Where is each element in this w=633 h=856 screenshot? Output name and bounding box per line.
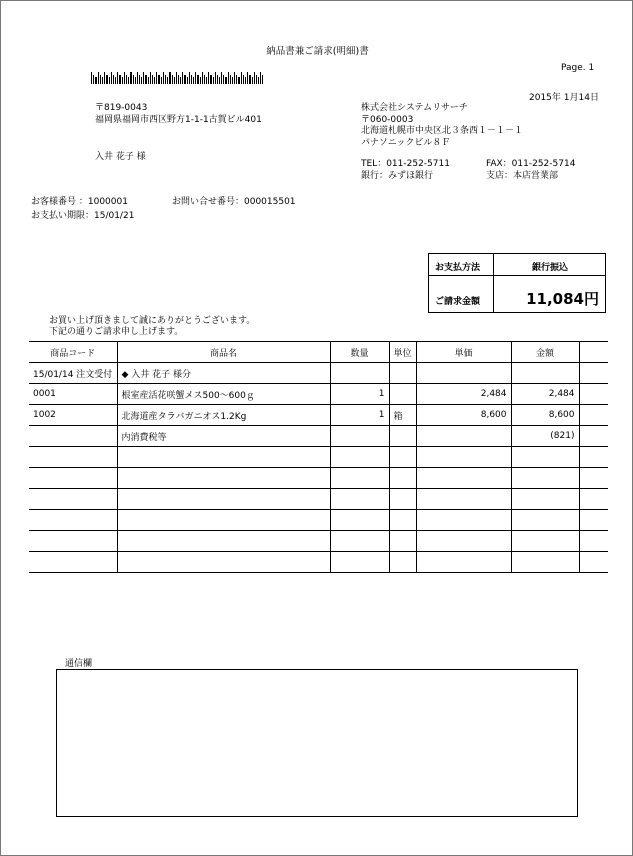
memo-label: 通信欄: [65, 659, 93, 669]
barcode-bar: [228, 72, 229, 84]
table-cell: 8,600: [416, 405, 511, 426]
table-cell: [579, 405, 608, 426]
barcode-bar: [187, 77, 188, 84]
barcode-bar: [247, 72, 248, 84]
table-cell: [29, 552, 117, 573]
barcode-bar: [117, 72, 118, 84]
barcode-bar: [158, 75, 160, 84]
table-cell: [416, 363, 511, 384]
barcode-bar: [213, 77, 214, 84]
barcode-bar: [154, 77, 155, 84]
table-cell: (821): [511, 426, 579, 447]
barcode-bar: [260, 72, 261, 84]
header-product: 商品名: [117, 342, 330, 363]
table-row: [29, 426, 608, 447]
barcode-bar: [133, 75, 134, 84]
sender-postal: 〒060-0003: [361, 115, 414, 125]
table-cell: [330, 510, 389, 531]
greeting-line-1: お買い上げ頂きまして誠にありがとうございます。: [49, 316, 256, 326]
barcode-bar: [219, 77, 220, 84]
barcode-bar: [176, 72, 177, 84]
table-cell: 8,600: [511, 405, 579, 426]
table-cell: [511, 552, 579, 573]
table-cell: 0001: [29, 384, 117, 405]
table-cell: [579, 363, 608, 384]
sender-address-2: パナソニックビル８Ｆ: [361, 138, 451, 148]
payment-due: お支払い期限：15/01/21: [31, 211, 135, 221]
barcode-bar: [258, 77, 259, 84]
barcode-bar: [126, 75, 127, 84]
barcode-bar: [145, 75, 147, 84]
barcode-bar: [206, 77, 207, 84]
barcode-bar: [189, 72, 190, 84]
barcode-bar: [232, 77, 233, 84]
table-cell: [389, 426, 416, 447]
table-cell: 1: [330, 405, 389, 426]
table-cell: [416, 510, 511, 531]
barcode-bar: [182, 72, 183, 84]
barcode-bar: [197, 75, 199, 84]
table-cell: [389, 531, 416, 552]
page-number: Page. 1: [561, 63, 595, 73]
table-cell: [389, 468, 416, 489]
recipient-address: 福岡県福岡市西区野方1-1-1古賀ビル401: [95, 115, 262, 125]
table-cell: [29, 426, 117, 447]
barcode-bar: [195, 72, 196, 84]
recipient-postal: 〒819-0043: [95, 103, 148, 113]
table-row: [29, 531, 608, 552]
barcode-bar: [191, 75, 192, 84]
barcode-bar: [225, 77, 227, 84]
barcode-bar: [113, 75, 114, 84]
table-row: [29, 447, 608, 468]
table-cell: [579, 426, 608, 447]
payment-summary-box: [428, 253, 606, 313]
barcode-bar: [139, 75, 140, 84]
barcode-bar: [172, 75, 173, 84]
table-cell: [117, 510, 330, 531]
barcode-bar: [124, 72, 125, 84]
table-cell: [579, 447, 608, 468]
barcode-bar: [143, 72, 144, 84]
table-row: [29, 552, 608, 573]
memo-box: [56, 669, 578, 817]
table-cell: [511, 363, 579, 384]
barcode-bar: [98, 72, 99, 84]
barcode-bar: [95, 77, 97, 84]
table-cell: [579, 552, 608, 573]
table-cell: [416, 468, 511, 489]
table-cell: [579, 510, 608, 531]
issue-date: 2015年 1月14日: [529, 93, 599, 103]
barcode-bar: [238, 77, 240, 84]
table-cell: [579, 384, 608, 405]
table-row: [29, 468, 608, 489]
header-amount: 金額: [511, 342, 579, 363]
table-cell: [511, 468, 579, 489]
barcode-bar: [202, 72, 203, 84]
barcode-bar: [184, 75, 186, 84]
barcode-bar: [161, 77, 162, 84]
barcode-bar: [130, 72, 132, 84]
barcode-bar: [180, 77, 181, 84]
table-cell: [117, 552, 330, 573]
barcode-image: [91, 72, 321, 84]
payment-method-value: 銀行振込: [531, 263, 568, 273]
sender-address-1: 北海道札幌市中央区北３条西１－１－１: [361, 126, 524, 136]
barcode-bar: [122, 77, 123, 84]
table-cell: [330, 489, 389, 510]
barcode-bar: [245, 77, 246, 84]
barcode-bar: [208, 72, 209, 84]
header-unit: 単位: [389, 342, 416, 363]
table-cell: [29, 468, 117, 489]
header-code: 商品コード: [29, 342, 117, 363]
barcode-bar: [210, 75, 212, 84]
table-cell: [389, 384, 416, 405]
table-cell: [117, 468, 330, 489]
table-cell: 根室産活花咲蟹メス500～600ｇ: [117, 384, 330, 405]
table-cell: ◆ 入井 花子 様分: [117, 363, 330, 384]
table-cell: [511, 510, 579, 531]
barcode-bar: [234, 72, 235, 84]
barcode-bar: [204, 75, 205, 84]
table-cell: [330, 468, 389, 489]
table-cell: [511, 531, 579, 552]
barcode-bar: [167, 77, 168, 84]
sender-company: 株式会社システムリサーチ: [361, 103, 468, 113]
table-cell: [416, 531, 511, 552]
sender-branch: 支店：本店営業部: [486, 171, 559, 181]
barcode-bar: [254, 72, 255, 84]
table-cell: [579, 489, 608, 510]
table-cell: [416, 552, 511, 573]
barcode-bar: [169, 72, 171, 84]
barcode-bar: [243, 75, 244, 84]
table-cell: [117, 489, 330, 510]
barcode-bar: [230, 75, 231, 84]
table-cell: [579, 468, 608, 489]
barcode-bar: [148, 77, 149, 84]
table-cell: [389, 510, 416, 531]
table-cell: 1: [330, 384, 389, 405]
barcode-bar: [165, 75, 166, 84]
payment-method-label: お支払方法: [435, 263, 481, 273]
table-header-row: [29, 342, 608, 363]
table-cell: 1002: [29, 405, 117, 426]
sender-fax: FAX：011-252-5714: [486, 159, 576, 169]
inquiry-number: お問い合せ番号：000015501: [172, 197, 296, 207]
barcode-bar: [223, 75, 224, 84]
table-row: [29, 384, 608, 405]
barcode-bar: [200, 77, 201, 84]
table-cell: [511, 447, 579, 468]
barcode-bar: [217, 75, 218, 84]
table-cell: [416, 447, 511, 468]
barcode-bar: [152, 75, 153, 84]
barcode-bar: [135, 77, 136, 84]
barcode-bar: [128, 77, 129, 84]
barcode-bar: [115, 77, 116, 84]
barcode-bar: [137, 72, 138, 84]
table-cell: [330, 531, 389, 552]
invoice-amount-value: 11,084円: [526, 290, 599, 308]
table-cell: [389, 552, 416, 573]
barcode-bar: [241, 72, 242, 84]
table-cell: [330, 426, 389, 447]
barcode-bar: [141, 77, 142, 84]
barcode-bar: [100, 75, 101, 84]
barcode-bar: [262, 75, 263, 84]
header-unit-price: 単価: [416, 342, 511, 363]
table-cell: [29, 489, 117, 510]
sender-bank: 銀行：みずほ銀行: [361, 171, 434, 181]
barcode-bar: [106, 75, 108, 84]
barcode-bar: [249, 75, 251, 84]
barcode-bar: [150, 72, 151, 84]
barcode-bar: [93, 75, 94, 84]
table-cell: 北海道産タラバガニオス1.2Kg: [117, 405, 330, 426]
barcode-bar: [91, 72, 92, 84]
barcode-bar: [109, 77, 110, 84]
table-cell: [511, 489, 579, 510]
table-cell: [29, 510, 117, 531]
table-cell: [416, 426, 511, 447]
barcode-bar: [193, 77, 194, 84]
barcode-bar: [111, 72, 112, 84]
barcode-bar: [178, 75, 179, 84]
barcode-bar: [102, 77, 103, 84]
recipient-name: 入井 花子 様: [95, 152, 146, 162]
table-cell: [117, 531, 330, 552]
header-qty: 数量: [330, 342, 389, 363]
table-cell: 15/01/14 注文受付: [29, 363, 117, 384]
table-cell: [29, 531, 117, 552]
table-cell: [389, 489, 416, 510]
barcode-bar: [236, 75, 237, 84]
header-extra: [579, 342, 608, 363]
table-row: [29, 405, 608, 426]
table-row: [29, 363, 608, 384]
table-cell: [579, 531, 608, 552]
table-cell: 内消費税等: [117, 426, 330, 447]
customer-number: お客様番号 ：1000001: [31, 197, 128, 207]
barcode-bar: [163, 72, 164, 84]
table-cell: [330, 447, 389, 468]
invoice-amount-label: ご請求金額: [435, 297, 481, 307]
table-cell: [330, 363, 389, 384]
table-cell: 2,484: [416, 384, 511, 405]
table-row: [29, 510, 608, 531]
barcode-bar: [119, 75, 121, 84]
barcode-bar: [256, 75, 257, 84]
barcode-bar: [104, 72, 105, 84]
barcode-bar: [156, 72, 157, 84]
table-cell: [330, 552, 389, 573]
table-cell: [416, 489, 511, 510]
table-cell: [29, 447, 117, 468]
document-title: 納品書兼ご請求(明細)書: [266, 46, 369, 57]
barcode-bar: [221, 72, 222, 84]
table-cell: 箱: [389, 405, 416, 426]
table-row: [29, 489, 608, 510]
table-cell: 2,484: [511, 384, 579, 405]
barcode-bar: [174, 77, 175, 84]
table-cell: [389, 447, 416, 468]
items-table: [29, 341, 608, 573]
barcode-bar: [252, 77, 253, 84]
greeting-line-2: 下記の通りご請求申し上げます。: [49, 327, 184, 337]
table-cell: [117, 447, 330, 468]
sender-tel: TEL：011-252-5711: [361, 159, 450, 169]
barcode-bar: [215, 72, 216, 84]
table-cell: [389, 363, 416, 384]
